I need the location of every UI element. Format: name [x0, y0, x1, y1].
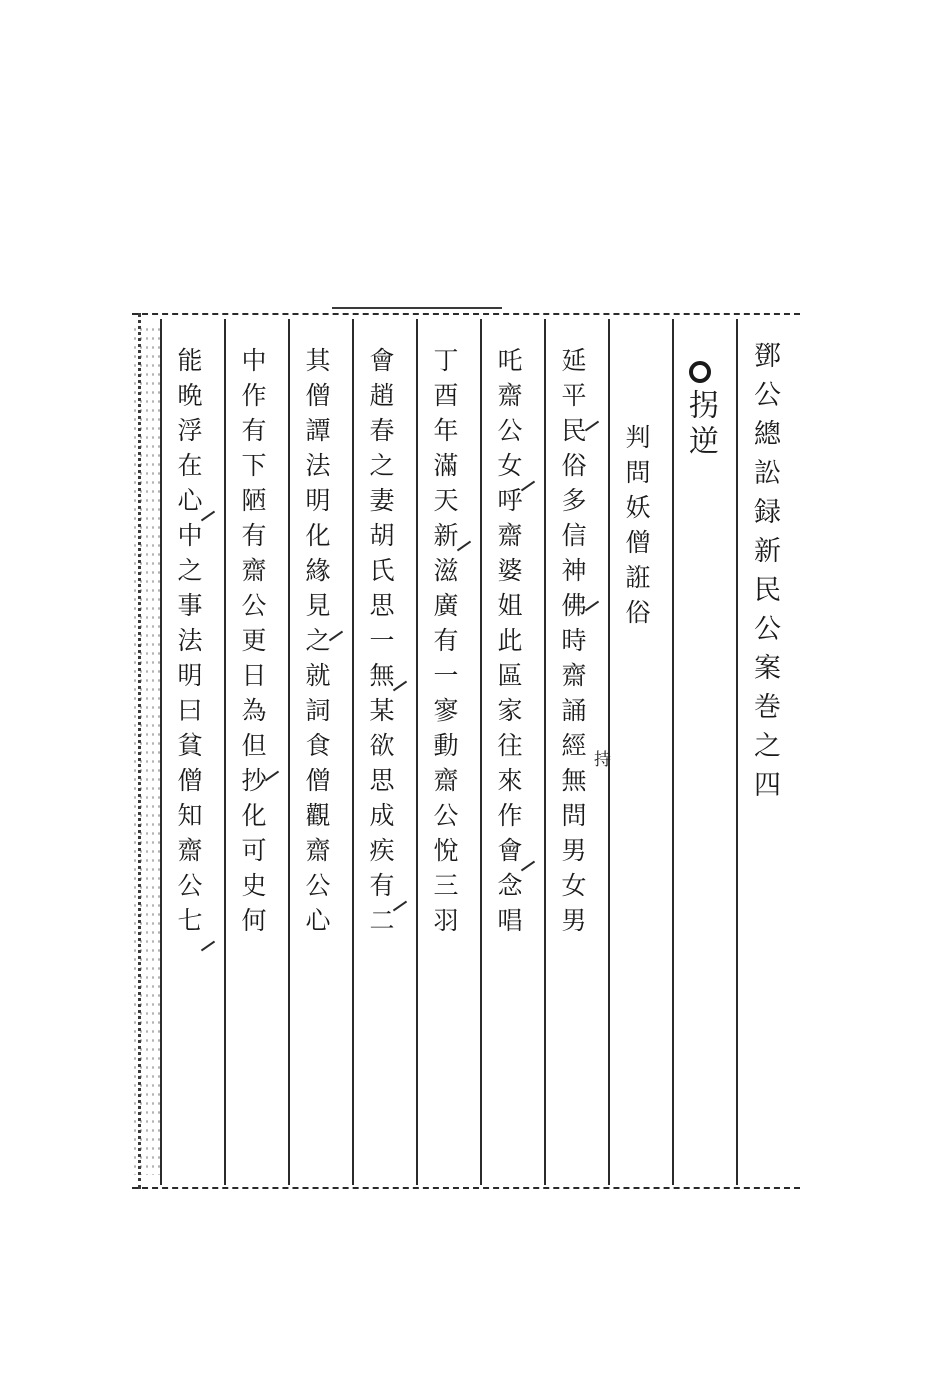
- book-title: 鄧公總訟録新民公案巻之四: [749, 341, 780, 809]
- column-text: 能晩浮在心中之事法明曰貧僧知齋公七: [174, 347, 203, 942]
- bottom-border: [132, 1187, 800, 1189]
- text-column-5: [288, 319, 344, 1185]
- column-text: 其僧譚法明化緣見之就詞食僧觀齋公心: [302, 347, 331, 942]
- text-column-2: [480, 319, 536, 1185]
- margin-specks: [132, 325, 160, 1175]
- text-column-7: [160, 319, 216, 1185]
- column-text: 丁酉年滿天新滋廣有一寥動齋公悅三羽: [430, 347, 459, 942]
- circle-mark-icon: [689, 361, 711, 383]
- column-divider: [736, 319, 738, 1185]
- column-text: 吒齋公女呼齋婆姐此區家往來作會念唱: [494, 347, 523, 942]
- top-border-accent: [332, 307, 502, 309]
- text-column-3: [416, 319, 472, 1185]
- column-divider: [288, 319, 290, 1185]
- column-text: 延平民俗多信神佛時齋誦經無問男女男: [558, 347, 587, 942]
- column-divider: [160, 319, 162, 1185]
- subheading-column: [608, 319, 664, 1185]
- margin-annotation: 持: [594, 750, 611, 770]
- column-text: 中作有下陋有齋公更日為但抄化可史何: [238, 347, 267, 942]
- column-divider: [544, 319, 546, 1185]
- section-heading: 拐逆: [683, 389, 718, 461]
- text-column-1: [544, 319, 600, 1185]
- column-text: 會趙春之妻胡氏思一無某欲思成疾有二: [366, 347, 395, 942]
- column-divider: [480, 319, 482, 1185]
- column-divider: [416, 319, 418, 1185]
- column-divider: [352, 319, 354, 1185]
- column-divider: [672, 319, 674, 1185]
- column-divider: [224, 319, 226, 1185]
- text-column-4: [352, 319, 408, 1185]
- text-column-6: [224, 319, 280, 1185]
- title-column: [736, 319, 792, 1185]
- case-title: 判問妖僧誑俗: [622, 424, 651, 634]
- manuscript-block: [132, 305, 800, 1195]
- top-border: [132, 313, 800, 315]
- heading-column: [672, 319, 728, 1185]
